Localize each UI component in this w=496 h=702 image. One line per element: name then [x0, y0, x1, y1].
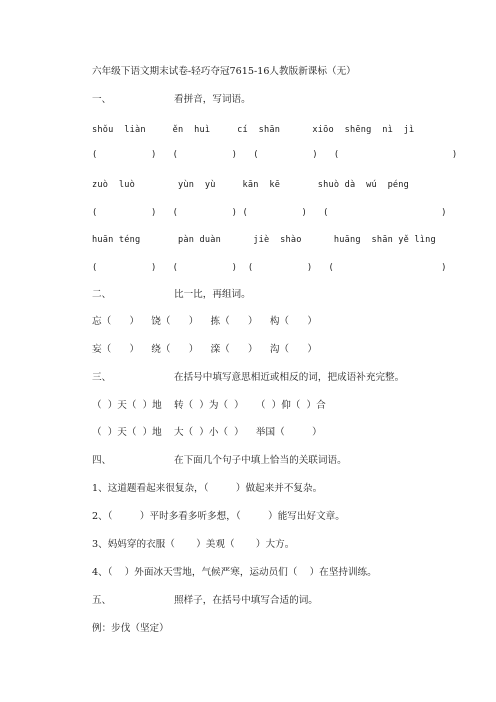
section-1-heading	[92, 94, 251, 106]
document-title: 六年级下语文期末试卷-轻巧夺冠7615-16人教版新课标（无）	[92, 66, 356, 77]
section-4-number: 四、	[92, 455, 112, 466]
idiom-row-2[interactable]: （ ）天（ ）地 大（ ）小（ ） 举国（ ）	[92, 427, 322, 438]
section-1-number: 一、	[92, 94, 112, 105]
pinyin-row-2: zuò luò yùn yù kān kē shuò dà wú péng	[92, 180, 410, 190]
section-5-number: 五、	[92, 595, 112, 606]
answer-blanks-row-1[interactable]: ( ) ( ) ( ) ( )	[92, 150, 458, 160]
compare-row-2[interactable]: 妄（ ） 绕（ ） 滦（ ） 沟（ ）	[92, 344, 317, 355]
compare-row-1[interactable]: 忘（ ） 饶（ ） 拣（ ） 构（ ）	[92, 316, 317, 327]
example-line: 例：步伐（坚定）	[92, 623, 169, 634]
section-4-heading	[92, 455, 347, 467]
answer-blanks-row-2[interactable]: ( ) ( ) ( ) ( )	[92, 208, 447, 218]
sentence-3[interactable]: 3、妈妈穿的衣服（ ）美观（ ）大方。	[92, 539, 295, 550]
sentence-1[interactable]: 1、这道题看起来很复杂，（ ）做起来并不复杂。	[92, 483, 323, 494]
section-4-instruction: 在下面几个句子中填上恰当的关联词语。	[174, 455, 347, 466]
section-3-number: 三、	[92, 372, 112, 383]
pinyin-row-3: huān téng pàn duàn jiè shào huāng shān yě lìng	[92, 235, 436, 245]
section-2-number: 二、	[92, 289, 112, 300]
answer-blanks-row-3[interactable]: ( ) ( ) ( ) ( )	[92, 263, 447, 273]
idiom-row-1[interactable]: （ ）天（ ）地 转（ ）为（ ） （ ）仰（ ）合	[92, 400, 326, 411]
sentence-4[interactable]: 4、（ ）外面冰天雪地，气候严寒，运动员们（ ）在坚持训练。	[92, 567, 377, 578]
section-1-instruction: 看拼音，写词语。	[174, 94, 251, 105]
pinyin-row-1: shǒu liàn ěn huì cí shān xiōo shēng nì jì	[92, 125, 415, 135]
section-3-heading	[92, 372, 404, 384]
section-5-instruction: 照样子，在括号中填写合适的词。	[174, 595, 318, 606]
section-2-instruction: 比一比，再组词。	[174, 289, 251, 300]
section-5-heading	[92, 595, 318, 607]
section-2-heading	[92, 289, 251, 301]
sentence-2[interactable]: 2、（ ）平时多看多听多想，（ ）能写出好文章。	[92, 511, 345, 522]
section-3-instruction: 在括号中填写意思相近或相反的词，把成语补充完整。	[174, 372, 405, 383]
